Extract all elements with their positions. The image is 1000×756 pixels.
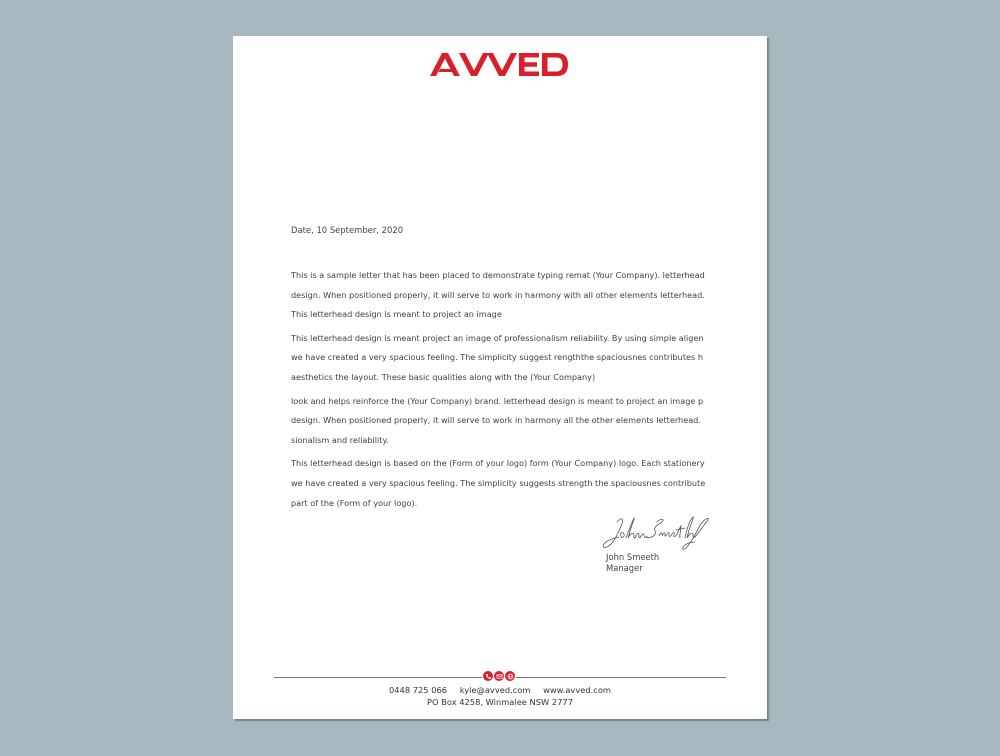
line: sionalism and reliability. <box>291 434 389 445</box>
line: This is a sample letter that has been placed to demonstrate typing remat (Your Company). letterhead <box>291 270 705 280</box>
footer-phone: 0448 725 066 <box>389 685 448 695</box>
signatory-name: John Smeeth <box>606 552 660 562</box>
signature-block <box>601 514 721 574</box>
handwritten-signature-icon <box>601 514 713 552</box>
avved-logo-icon <box>430 50 570 80</box>
footer-icons <box>482 671 516 681</box>
line: aesthetics the layout. These basic qualities along with the (Your Company) <box>291 371 596 382</box>
footer-address: PO Box 4258, Winmalee NSW 2777 <box>427 697 573 707</box>
line: we have created a very spacious feeling. The simplicity suggests strength the spaciousnes contribute <box>291 477 706 488</box>
company-logo <box>430 50 570 80</box>
line: design. When positioned properly, it will serve to work in harmony with all other elements letterhead. <box>291 289 705 300</box>
line: This letterhead design is meant to project an image <box>291 309 502 320</box>
footer-contacts <box>233 685 767 707</box>
paragraph-3 <box>291 392 731 451</box>
web-icon <box>505 671 515 681</box>
letter-body <box>291 266 731 517</box>
signatory-title: Manager <box>606 563 643 573</box>
letter-date: Date, 10 September, 2020 <box>291 225 404 235</box>
line: look and helps reinforce the (Your Company) brand. letterhead design is meant to project an image p <box>291 395 704 406</box>
line: part of the (Form of your logo). <box>291 497 418 508</box>
letterhead-page <box>233 36 767 719</box>
footer-website[interactable]: www.avved.com <box>543 685 611 695</box>
paragraph-1 <box>291 266 731 325</box>
line: This letterhead design is based on the (Form of your logo) form (Your Company) logo. Each stationery <box>291 458 705 469</box>
phone-icon <box>483 671 493 681</box>
line: This letterhead design is meant project an image of professionalism reliability. By using simple aligen <box>291 332 704 343</box>
email-icon <box>494 671 504 681</box>
footer-email[interactable]: kyle@avved.com <box>459 685 531 695</box>
paragraph-2 <box>291 329 731 388</box>
line: we have created a very spacious feeling. The simplicity suggest rengththe spaciousnes contributes h <box>291 352 703 363</box>
paragraph-4 <box>291 454 731 513</box>
line: design. When positioned properly, it will serve to work in harmony all the other elements letterhead. <box>291 415 701 426</box>
